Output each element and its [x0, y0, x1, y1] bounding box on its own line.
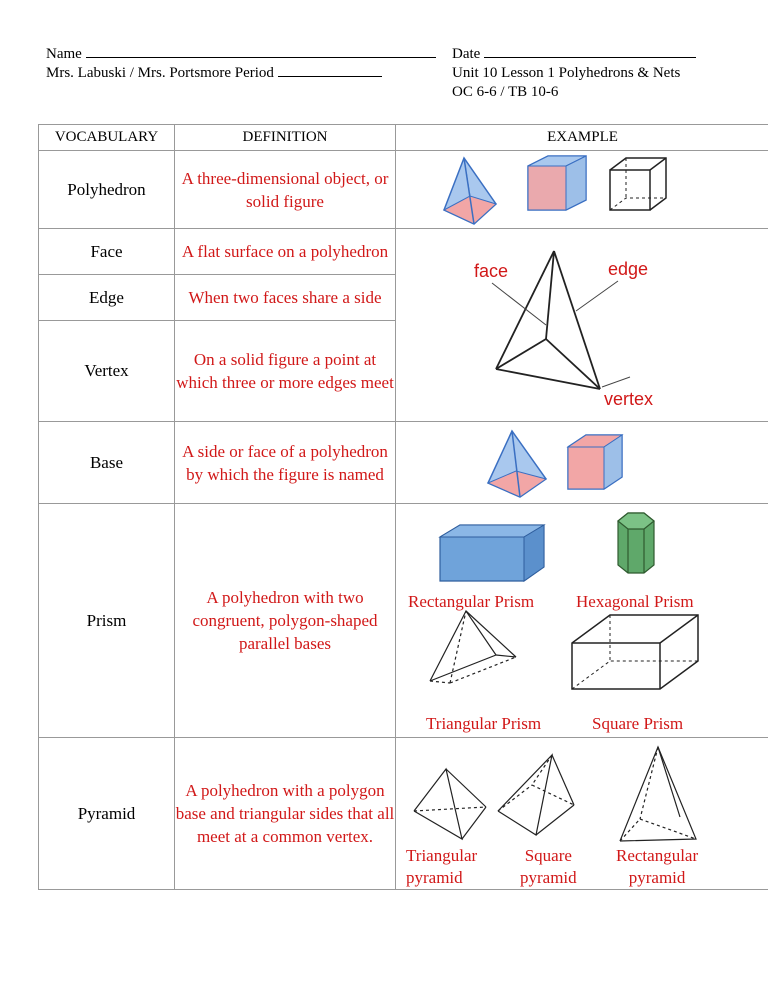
definition-face: A flat surface on a polyhedron [175, 229, 396, 275]
hexagonal-prism-image [618, 513, 654, 573]
rectangular-prism-image [440, 525, 544, 581]
wireframe-cube-image [610, 158, 666, 210]
term-base: Base [39, 422, 175, 504]
definition-polyhedron: A three-dimensional object, or solid figure [175, 151, 396, 229]
example-header: EXAMPLE [396, 125, 768, 151]
vocabulary-table [38, 124, 768, 890]
triangular-pyramid-image [414, 769, 486, 839]
pyramid-parts-diagram [396, 229, 768, 421]
caption-square-prism: Square Prism [592, 713, 684, 733]
caption-triangular-prism: Triangular Prism [426, 713, 542, 733]
term-prism: Prism [39, 504, 175, 738]
caption-rectangular-prism: Rectangular Prism [408, 591, 535, 611]
table-row [39, 738, 768, 890]
date-label: Date [452, 46, 481, 62]
example-base [396, 422, 768, 504]
vocabulary-header: VOCABULARY [39, 125, 175, 151]
caption-hexagonal-prism: Hexagonal Prism [576, 591, 694, 611]
blue-cube-image [528, 156, 586, 210]
name-label: Name [46, 46, 82, 62]
triangular-prism-image [430, 611, 516, 683]
unit-title: Unit 10 Lesson 1 Polyhedrons & Nets [452, 65, 681, 81]
term-face: Face [39, 229, 175, 275]
definition-vertex: On a solid figure a point at which three or more edges meet [175, 321, 396, 422]
face-label: face [474, 261, 509, 281]
header-right [452, 45, 696, 102]
period-field-line[interactable] [278, 64, 382, 77]
table-row [39, 229, 768, 275]
table-row [39, 422, 768, 504]
caption-rectangular-pyramid: Rectangular pyramid [616, 845, 699, 887]
definition-base: A side or face of a polyhedron by which the figure is named [175, 422, 396, 504]
teachers-label: Mrs. Labuski / Mrs. Portsmore Period [46, 65, 274, 81]
header-left [46, 45, 436, 83]
example-face-edge-vertex [396, 229, 768, 422]
blue-pyramid-image [444, 158, 496, 224]
term-vertex: Vertex [39, 321, 175, 422]
table-row [39, 504, 768, 738]
base-cube-image [568, 435, 622, 489]
vertex-label: vertex [604, 389, 654, 409]
example-pyramid [396, 738, 768, 890]
example-polyhedron [396, 151, 768, 229]
definition-edge: When two faces share a side [175, 275, 396, 321]
name-field-line[interactable] [86, 45, 436, 58]
base-pyramid-image [488, 431, 546, 497]
table-row [39, 151, 768, 229]
term-pyramid: Pyramid [39, 738, 175, 890]
example-prism [396, 504, 768, 738]
term-edge: Edge [39, 275, 175, 321]
caption-square-pyramid: Square pyramid [520, 845, 577, 887]
rectangular-pyramid-image [620, 747, 696, 841]
date-field-line[interactable] [484, 45, 696, 58]
standards-code: OC 6-6 / TB 10-6 [452, 84, 559, 100]
definition-prism: A polyhedron with two congruent, polygon-shaped parallel bases [175, 504, 396, 738]
definition-header: DEFINITION [175, 125, 396, 151]
term-polyhedron: Polyhedron [39, 151, 175, 229]
caption-triangular-pyramid: Triangular pyramid [406, 845, 478, 887]
definition-pyramid: A polyhedron with a polygon base and triangular sides that all meet at a common vertex. [175, 738, 396, 890]
edge-label: edge [608, 259, 649, 279]
square-pyramid-image [498, 755, 574, 835]
square-prism-image [572, 615, 698, 689]
table-header-row [39, 125, 768, 151]
